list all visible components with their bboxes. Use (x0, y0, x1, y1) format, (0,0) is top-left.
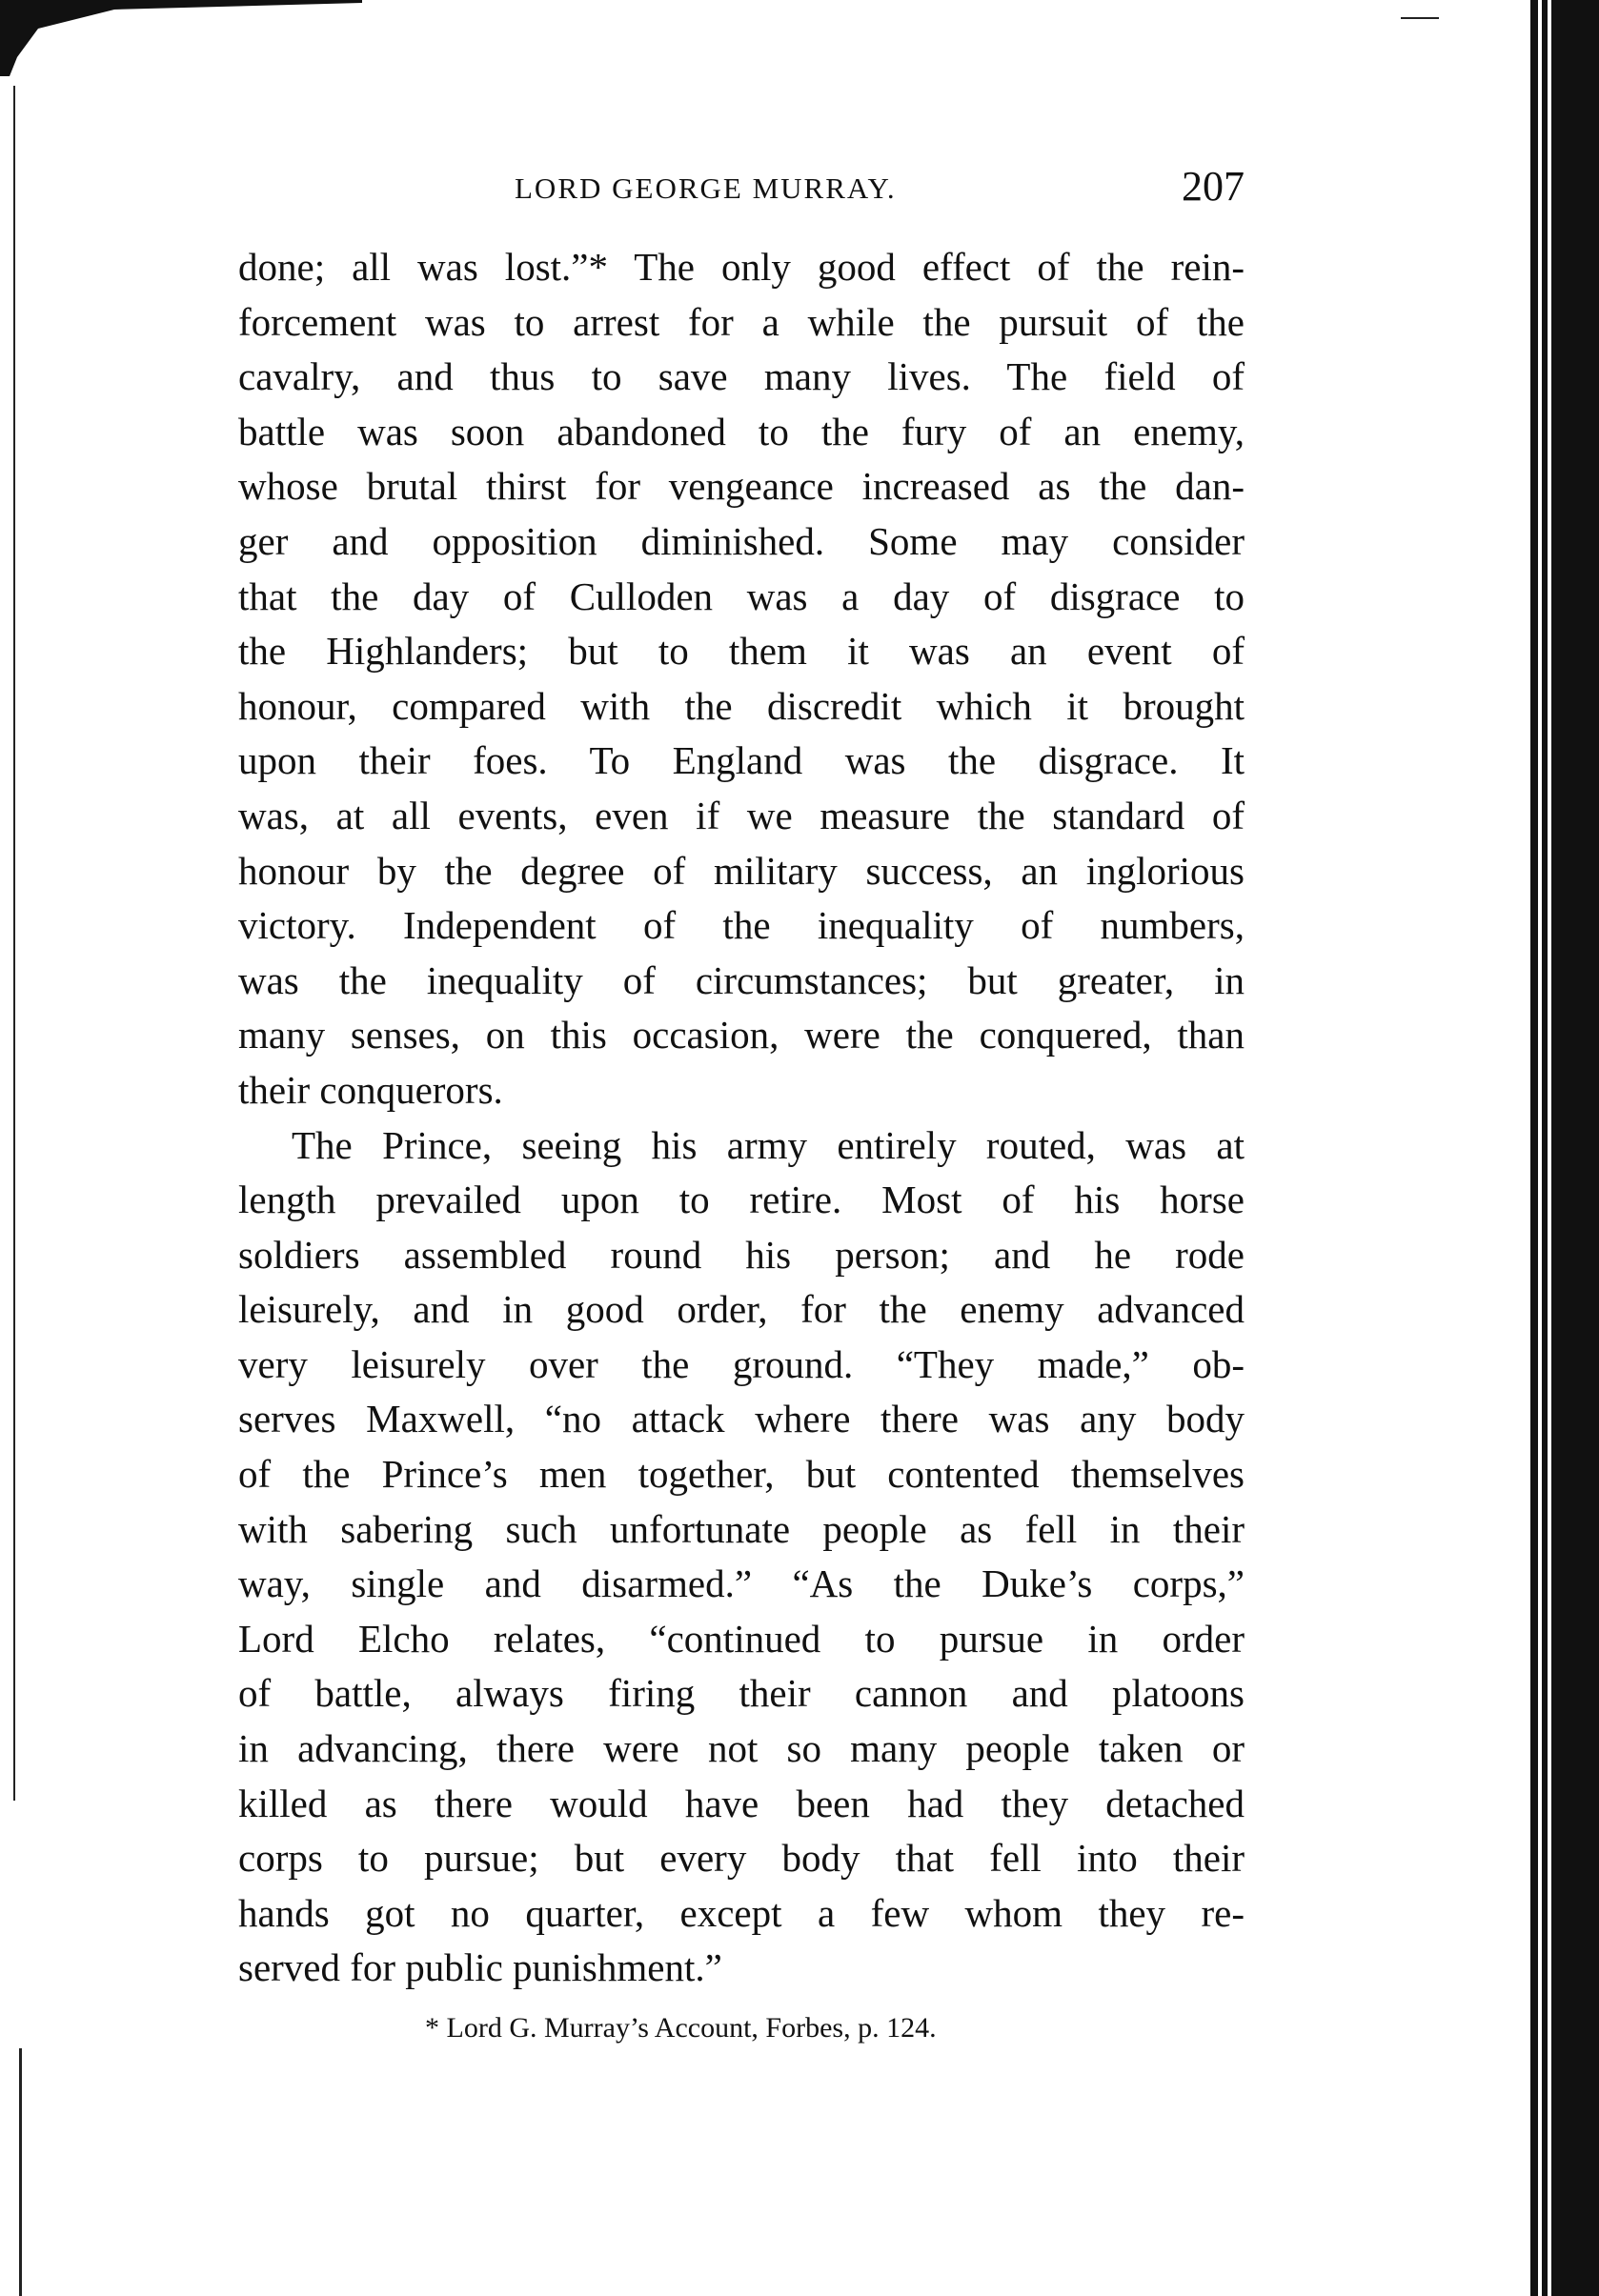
text-line: the Highlanders; but to them it was an event of (238, 629, 1245, 674)
text-line: The Prince, seeing his army entirely routed, was at (292, 1122, 1245, 1167)
text-line: soldiers assembled round his person; and he rode (238, 1232, 1245, 1277)
text-line: in advancing, there were not so many people taken or (238, 1726, 1245, 1771)
page-header (238, 162, 1245, 219)
left-page-edge (13, 86, 15, 1801)
text-line: cavalry, and thus to save many lives. The field of (238, 354, 1245, 399)
text-line: many senses, on this occasion, were the conquered, than (238, 1013, 1245, 1057)
page-number: 207 (1182, 163, 1245, 210)
text-line: very leisurely over the ground. “They made,” ob- (238, 1341, 1245, 1386)
text-line: forcement was to arrest for a while the pursuit of the (238, 299, 1245, 344)
page-edge-shadow (0, 0, 381, 114)
text-line: killed as there would have been had they detached (238, 1781, 1245, 1825)
text-line: that the day of Culloden was a day of disgrace to (238, 574, 1245, 618)
text-line: victory. Independent of the inequality of numbers, (238, 903, 1245, 948)
body-text (238, 240, 1245, 1996)
binding-edge (1530, 0, 1538, 2296)
binding-edge (1551, 0, 1599, 2296)
text-line: Lord Elcho relates, “continued to pursue in order (238, 1616, 1245, 1661)
text-line: done; all was lost.”* The only good effect of the rein- (238, 245, 1245, 289)
text-line: of the Prince’s men together, but contented themselves (238, 1452, 1245, 1497)
text-line: leisurely, and in good order, for the enemy advanced (238, 1287, 1245, 1332)
text-line: honour, compared with the discredit which it brought (238, 683, 1245, 728)
text-line: of battle, always firing their cannon and platoons (238, 1671, 1245, 1716)
text-line: corps to pursue; but every body that fell into their (238, 1836, 1245, 1881)
text-line: battle was soon abandoned to the fury of an enemy, (238, 409, 1245, 453)
text-line: upon their foes. To England was the disgrace. It (238, 738, 1245, 783)
left-page-edge-lower (19, 2048, 22, 2296)
text-line: served for public punishment.” (238, 1945, 722, 1990)
running-title: LORD GEORGE MURRAY. (515, 171, 897, 205)
text-line: hands got no quarter, except a few whom they re- (238, 1890, 1245, 1935)
text-line: serves Maxwell, “no attack where there was any body (238, 1397, 1245, 1441)
text-line: way, single and disarmed.” “As the Duke’s corps,” (238, 1561, 1245, 1606)
footnote: * Lord G. Murray’s Account, Forbes, p. 124. (425, 2012, 937, 2044)
text-line: honour by the degree of military success, an inglorious (238, 848, 1245, 893)
text-line: with sabering such unfortunate people as fell in their (238, 1506, 1245, 1551)
edge-mark (1401, 17, 1439, 19)
binding-edge (1542, 0, 1548, 2296)
text-line: their conquerors. (238, 1067, 503, 1112)
text-line: length prevailed upon to retire. Most of his horse (238, 1178, 1245, 1222)
text-line: ger and opposition diminished. Some may consider (238, 518, 1245, 563)
text-line: whose brutal thirst for vengeance increased as the dan- (238, 464, 1245, 509)
text-line: was, at all events, even if we measure the standard of (238, 793, 1245, 837)
text-line: was the inequality of circumstances; but greater, in (238, 957, 1245, 1002)
